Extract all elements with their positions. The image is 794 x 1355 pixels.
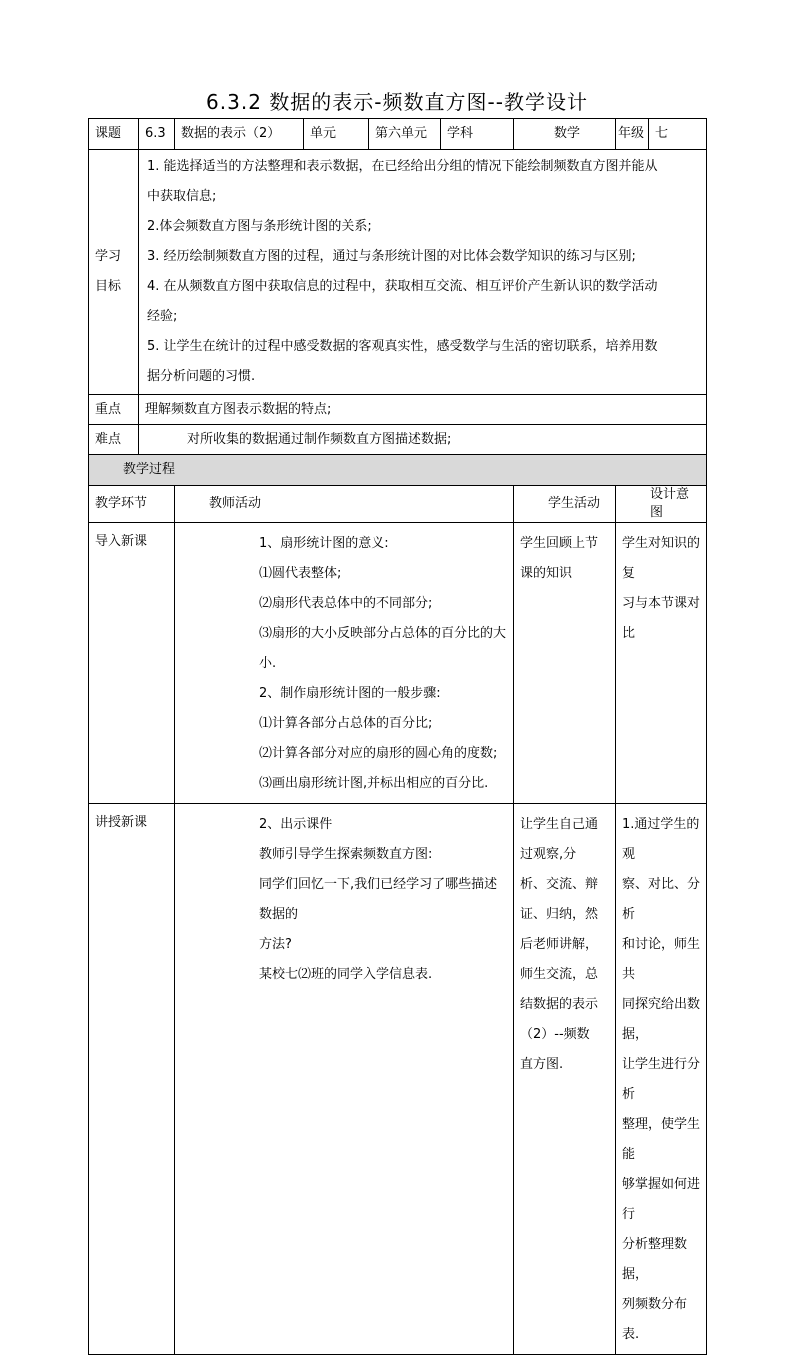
teacher-line: 某校七⑵班的同学入学信息表. (259, 967, 433, 982)
student-line: 让学生自己通 (520, 817, 599, 832)
intent-line: 同探究给出数据， (622, 997, 701, 1042)
design-intent-cell (616, 804, 707, 1355)
teacher-line: ⑵扇形代表总体中的不同部分; (259, 596, 433, 611)
goals-label-line2: 目标 (95, 279, 122, 294)
teacher-activity-cell (175, 804, 514, 1355)
teacher-line: 2、出示课件 (259, 817, 333, 832)
unit-value: 第六单元 (369, 119, 441, 150)
goal-line: 中获取信息; (147, 189, 217, 204)
topic-number: 6.3 (139, 119, 175, 150)
intent-line: 和讨论，师生共 (622, 937, 701, 982)
stage-cell: 导入新课 (89, 523, 175, 804)
grade-label: 年级 (616, 119, 649, 150)
lesson-plan-table (88, 118, 707, 1355)
teacher-line: 教师引导学生探索频数直方图: (259, 847, 433, 862)
student-line: 直方图. (520, 1057, 564, 1072)
intent-line: 察、对比、分析 (622, 877, 701, 922)
goals-label-line1: 学习 (95, 249, 122, 264)
intent-line: 整理，使学生能 (622, 1117, 701, 1162)
student-activity-cell (514, 523, 616, 804)
subject-label: 学科 (441, 119, 514, 150)
col-stage-header: 教学环节 (89, 486, 175, 523)
stage-cell: 讲授新课 (89, 804, 175, 1355)
header-row (89, 119, 707, 150)
teacher-line: 同学们回忆一下,我们已经学习了哪些描述数据的 (259, 877, 498, 922)
student-line: 证、归纳，然 (520, 907, 599, 922)
process-row-intro (89, 523, 707, 804)
intent-line: 习与本节课对比 (622, 596, 701, 641)
student-line: 师生交流，总 (520, 967, 599, 982)
intent-line: 1.通过学生的观 (622, 817, 700, 862)
difficulty-label: 难点 (89, 425, 139, 455)
difficulty-row (89, 425, 707, 455)
student-line: 析、交流、辩 (520, 877, 599, 892)
goals-content (139, 150, 707, 395)
teacher-line: 2、制作扇形统计图的一般步骤: (259, 686, 441, 701)
student-activity-cell (514, 804, 616, 1355)
design-intent-cell (616, 523, 707, 804)
process-column-headers (89, 486, 707, 523)
process-section-row (89, 455, 707, 486)
student-line: 后老师讲解， (520, 937, 599, 952)
teacher-line: ⑴计算各部分占总体的百分比; (259, 716, 433, 731)
grade-value: 七 (649, 119, 707, 150)
student-line: 学生回顾上节 (520, 536, 599, 551)
key-point-text: 理解频数直方图表示数据的特点; (139, 395, 707, 425)
teacher-activity-cell (175, 523, 514, 804)
col-student-header: 学生活动 (514, 486, 616, 523)
process-row-new-lesson (89, 804, 707, 1355)
teacher-line: ⑶画出扇形统计图,并标出相应的百分比. (259, 776, 489, 791)
goals-row (89, 150, 707, 395)
student-line: （2）--频数 (520, 1027, 590, 1042)
page-title: 6.3.2 数据的表示-频数直方图--教学设计 (206, 90, 588, 114)
difficulty-text: 对所收集的数据通过制作频数直方图描述数据; (139, 425, 707, 455)
topic-name: 数据的表示（2） (175, 119, 304, 150)
unit-label: 单元 (304, 119, 369, 150)
teacher-line: ⑵计算各部分对应的扇形的圆心角的度数; (259, 746, 498, 761)
teacher-line: 方法? (259, 937, 292, 952)
teacher-line: ⑶扇形的大小反映部分占总体的百分比的大小. (259, 626, 507, 671)
teacher-line: 1、扇形统计图的意义: (259, 536, 389, 551)
goal-line: 2.体会频数直方图与条形统计图的关系; (147, 219, 372, 234)
intent-line: 够掌握如何进行 (622, 1177, 701, 1222)
col-teacher-header: 教师活动 (175, 486, 514, 523)
subject-value: 数学 (514, 119, 616, 150)
teacher-line: ⑴圆代表整体; (259, 566, 342, 581)
intent-line: 列频数分布表. (622, 1297, 688, 1342)
intent-line: 让学生进行分析 (622, 1057, 701, 1102)
process-section-label: 教学过程 (89, 455, 707, 486)
goal-line: 据分析问题的习惯. (147, 369, 256, 384)
student-line: 课的知识 (520, 566, 573, 581)
student-line: 结数据的表示 (520, 997, 599, 1012)
goal-line: 5. 让学生在统计的过程中感受数据的客观真实性，感受数学与生活的密切联系，培养用数 (147, 339, 658, 354)
key-point-row (89, 395, 707, 425)
key-point-label: 重点 (89, 395, 139, 425)
intent-line: 学生对知识的复 (622, 536, 701, 581)
goal-line: 经验; (147, 309, 178, 324)
col-intent-header: 设计意图 (616, 486, 707, 523)
student-line: 过观察,分 (520, 847, 577, 862)
topic-label: 课题 (89, 119, 139, 150)
goal-line: 4. 在从频数直方图中获取信息的过程中，获取相互交流、相互评价产生新认识的数学活动 (147, 279, 658, 294)
goal-line: 1. 能选择适当的方法整理和表示数据，在已经给出分组的情况下能绘制频数直方图并能从 (147, 159, 658, 174)
goal-line: 3. 经历绘制频数直方图的过程，通过与条形统计图的对比体会数学知识的练习与区别; (147, 249, 636, 264)
intent-line: 分析整理数据， (622, 1237, 688, 1282)
goals-label (89, 150, 139, 395)
